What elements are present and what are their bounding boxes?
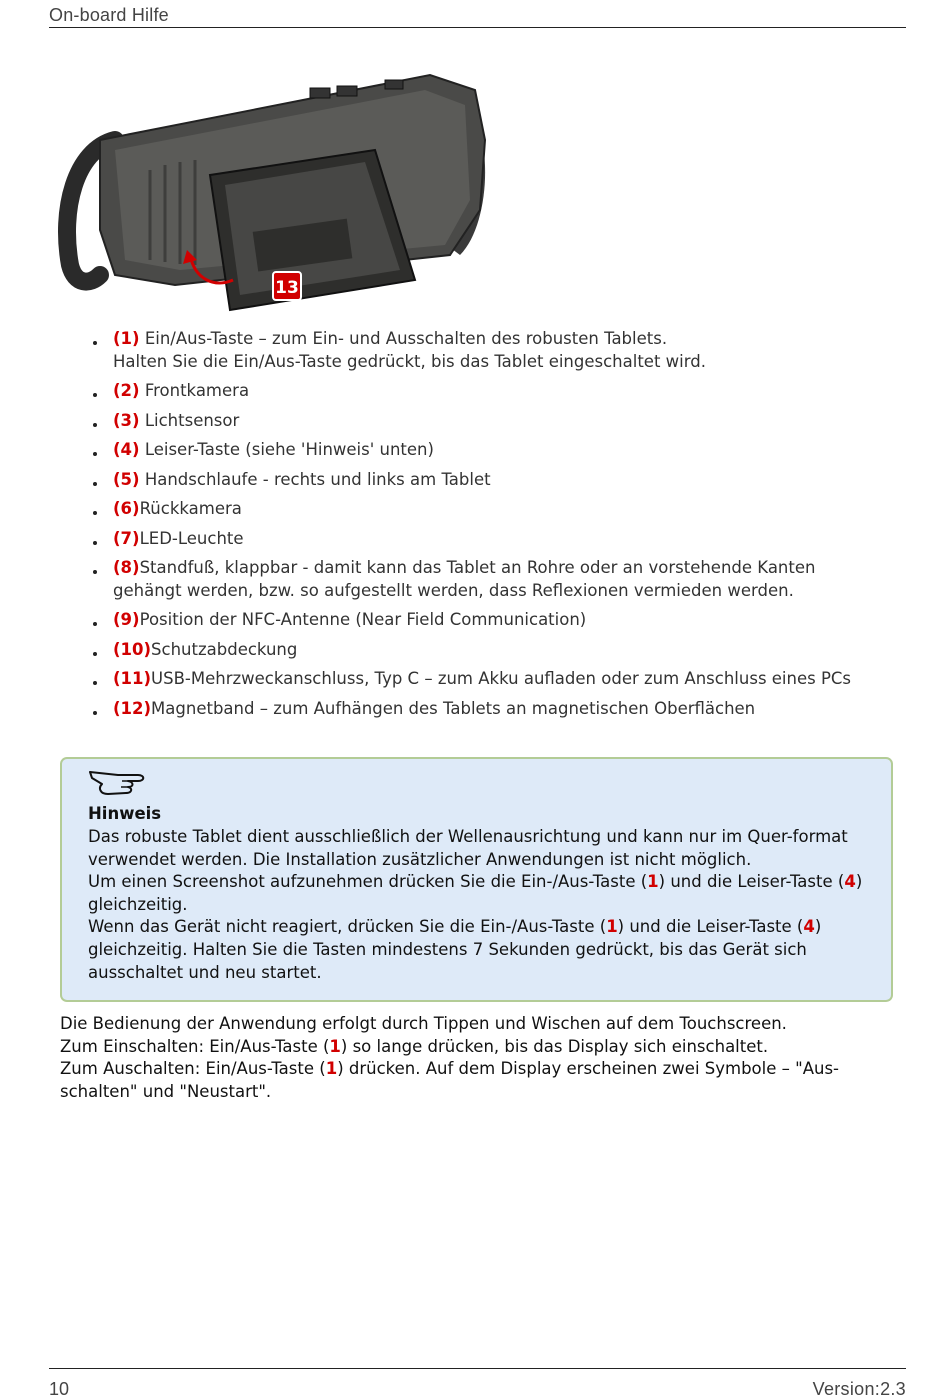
list-item: (5) Handschlaufe - rechts und links am Tablet <box>88 469 888 492</box>
body-paragraph: Die Bedienung der Anwendung erfolgt durch Tippen und Wischen auf dem Touchscreen. Zum Einschalten: Ein/Aus-Taste (1) so lange drücken, bis das Display sich einschaltet. Zum Auschalten: Ein/Aus-Taste (1) drücken. Auf dem Display erscheinen zwei Symbole – "Aus-schalten" und "Neustart". <box>60 1014 840 1101</box>
list-item: (10)Schutzabdeckung <box>88 639 888 662</box>
hint-title: Hinweis <box>88 804 162 823</box>
list-item: (11)USB-Mehrzweckanschluss, Typ C – zum Akku aufladen oder zum Anschluss eines PCs <box>88 668 888 691</box>
feature-list <box>88 328 888 727</box>
hint-box <box>60 757 893 1002</box>
list-item: (2) Frontkamera <box>88 380 888 403</box>
list-item: (9)Position der NFC-Antenne (Near Field Communication) <box>88 609 888 632</box>
page-number: 10 <box>49 1379 70 1399</box>
hint-text: Das robuste Tablet dient ausschließlich der Wellenausrichtung und kann nur im Quer-format verwendet werden. Die Installation zusätzlicher Anwendungen ist nicht möglich. Um einen Screenshot aufzunehmen drücken Sie die Ein-/Aus-Taste (1) und die Leiser-Taste (4) gleichzeitig. Wenn das Gerät nicht reagiert, drücken Sie die Ein-/Aus-Taste (1) und die Leiser-Taste (4) gleichzeitig. Halten Sie die Tasten mindestens 7 Sekunden gedrückt, bis das Gerät sich ausschaltet und neu startet. <box>88 827 863 982</box>
list-item: (1) Ein/Aus-Taste – zum Ein- und Ausschalten des robusten Tablets. Halten Sie die Ein/Aus-Taste gedrückt, bis das Tablet eingeschaltet wird. <box>88 328 888 373</box>
list-item: (12)Magnetband – zum Aufhängen des Tablets an magnetischen Oberflächen <box>88 698 888 721</box>
version-label: Version:2.3 <box>812 1379 906 1399</box>
header-title: On-board Hilfe <box>49 5 169 25</box>
callout-13: 13 <box>275 278 299 298</box>
list-item: (4) Leiser-Taste (siehe 'Hinweis' unten) <box>88 439 888 462</box>
page-footer <box>49 1368 906 1399</box>
pointing-hand-icon <box>88 766 148 798</box>
list-item: (6)Rückkamera <box>88 498 888 521</box>
tablet-back-illustration <box>55 70 495 315</box>
list-item: (3) Lichtsensor <box>88 410 888 433</box>
list-item: (8)Standfuß, klappbar - damit kann das Tablet an Rohre oder an vorstehende Kanten gehängt werden, bzw. so aufgestellt werden, dass Reflexionen vermieden werden. <box>88 557 888 602</box>
page-header <box>49 3 906 28</box>
list-item: (7)LED-Leuchte <box>88 528 888 551</box>
